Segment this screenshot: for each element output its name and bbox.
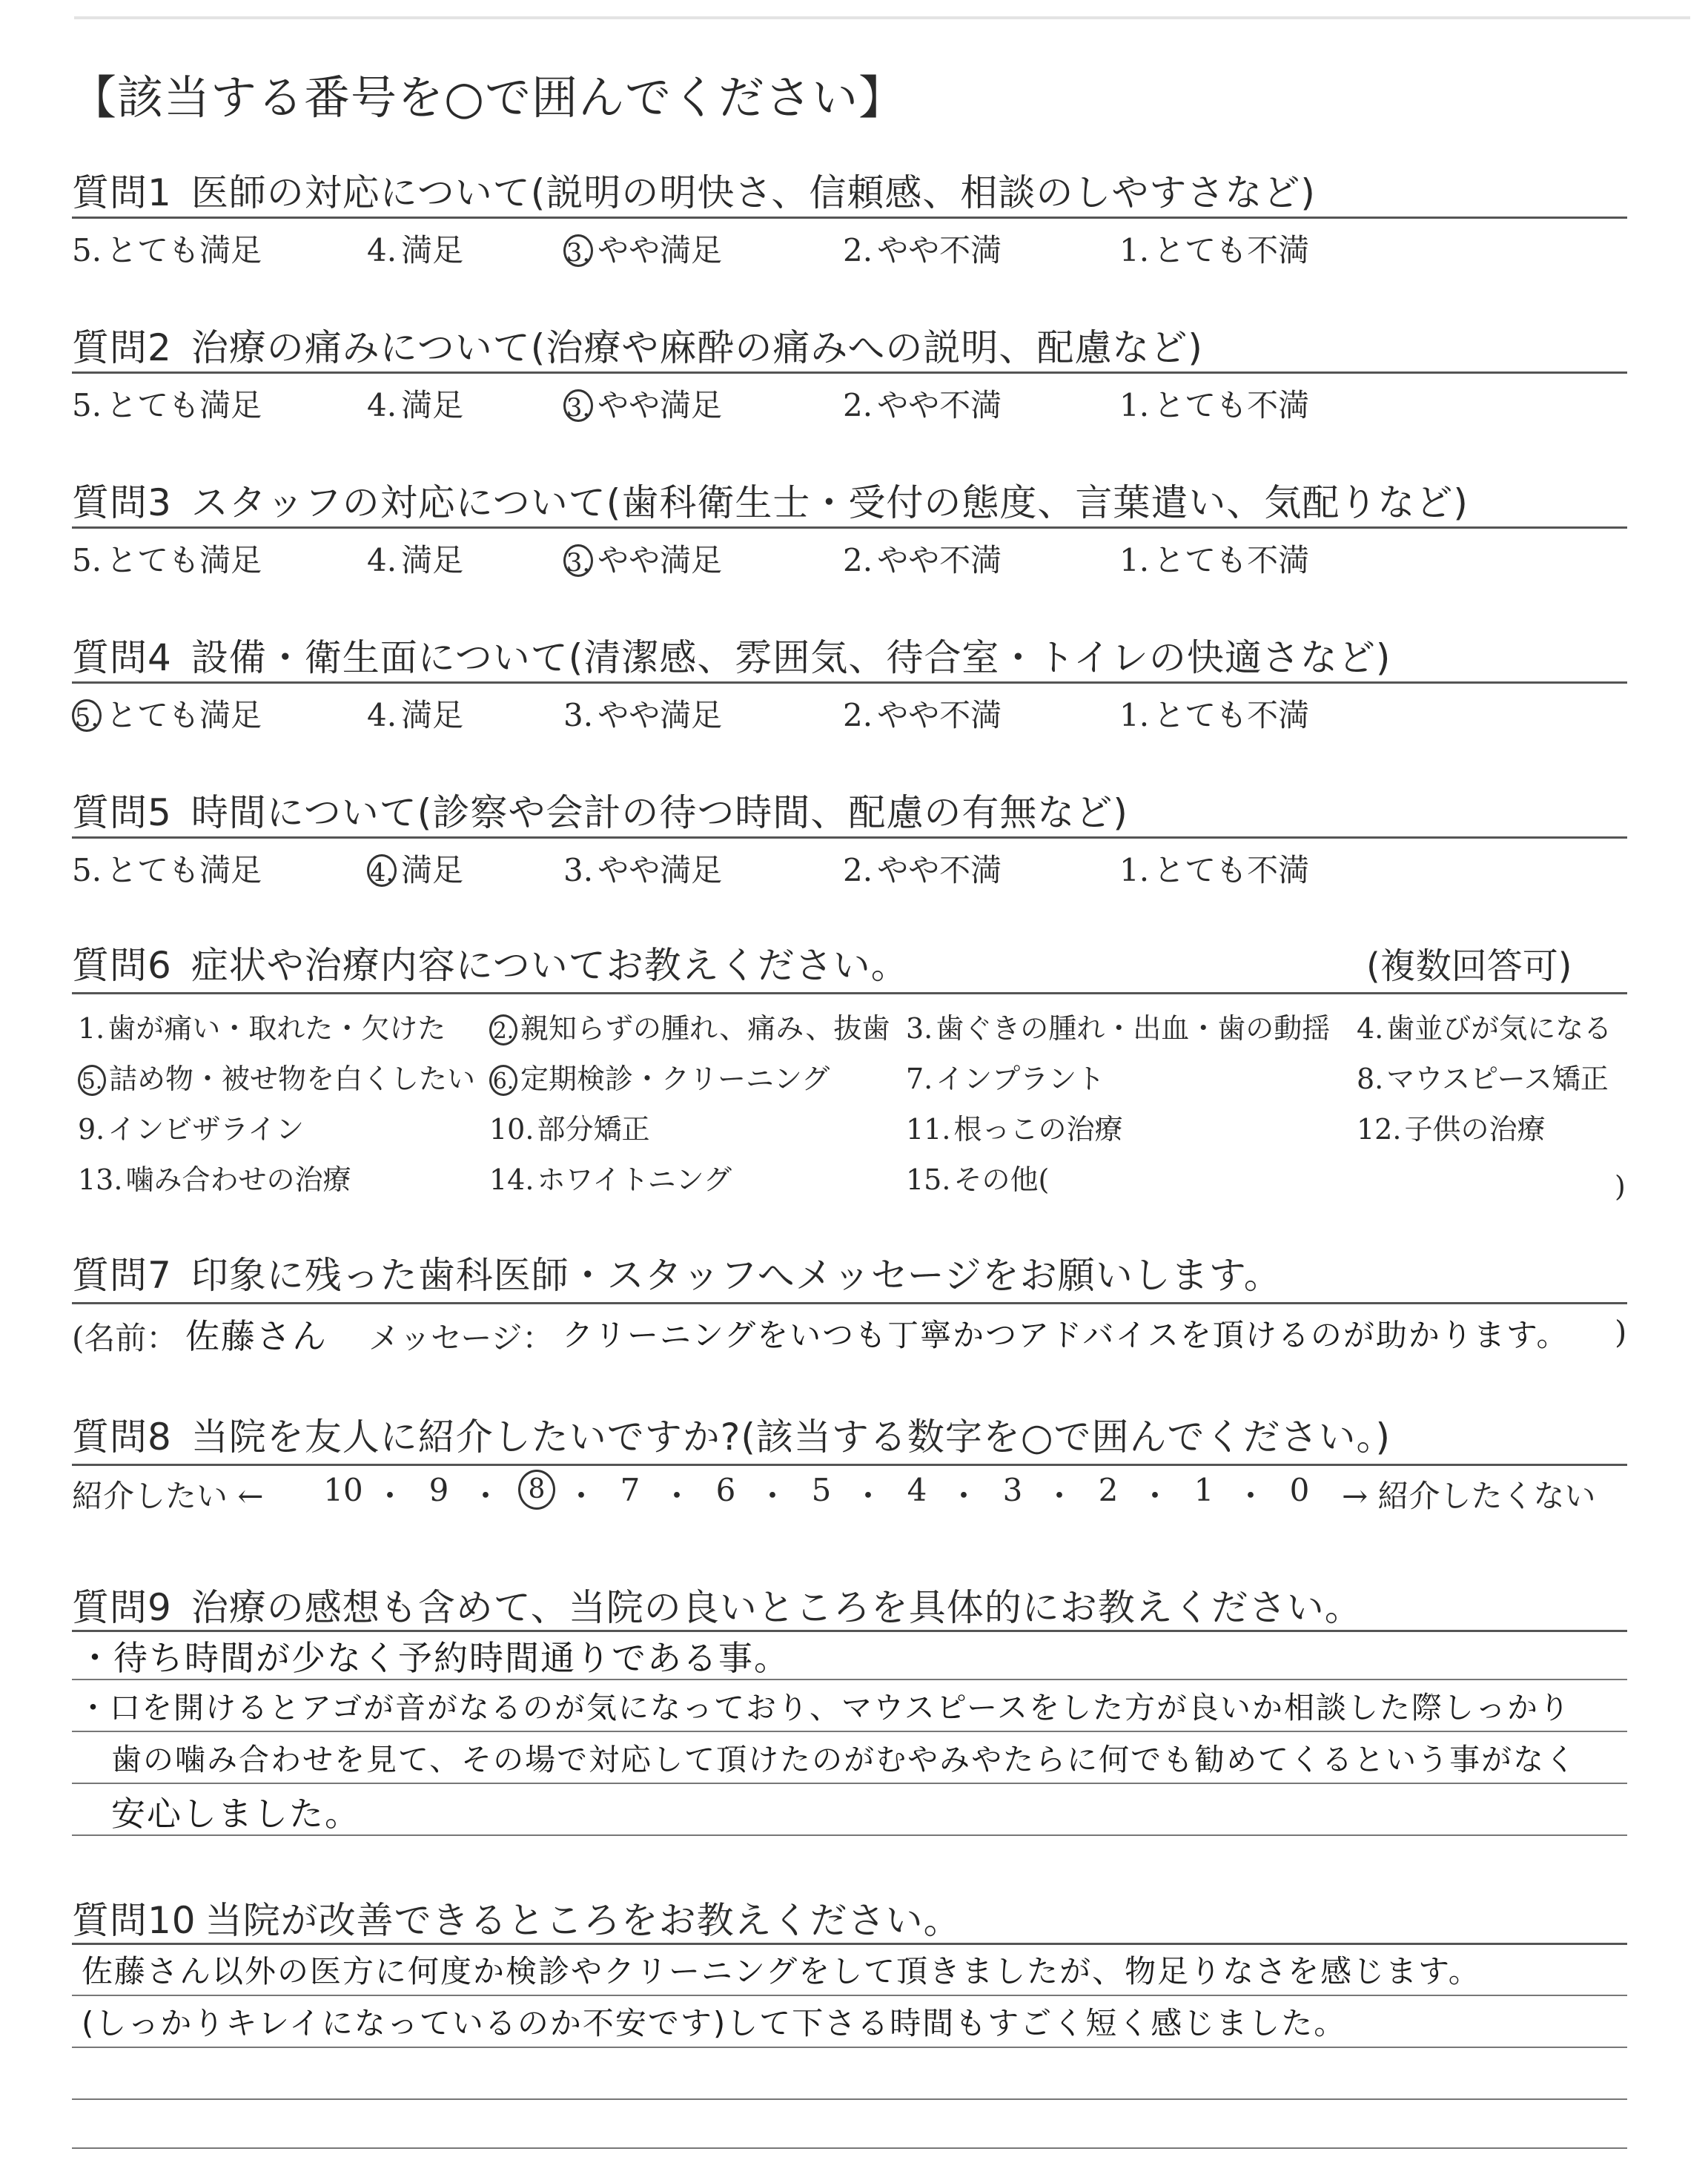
q6-choice[interactable]	[489, 1157, 732, 1198]
q8-separator: ・	[853, 1478, 884, 1514]
option-label: やや満足	[598, 542, 723, 578]
q3-number: 質問3	[72, 481, 172, 524]
q2-option-5[interactable]	[72, 381, 262, 426]
q7-rule	[72, 1302, 1627, 1304]
option-label: 満足	[401, 542, 464, 578]
option-number: 1.	[1119, 542, 1150, 578]
option-number: 3.	[563, 852, 594, 888]
q8-separator: ・	[948, 1478, 980, 1514]
q7-text: 印象に残った歯科医師・スタッフへメッセージをお願いします。	[191, 1254, 1282, 1297]
q6-rule	[72, 992, 1627, 994]
q10-line-2	[72, 2047, 1627, 2048]
q7-message-value[interactable]: クリーニングをいつも丁寧かつアドバイスを頂けるのが助かります。	[562, 1317, 1569, 1353]
q6-number: 質問6	[72, 944, 172, 987]
q2-number: 質問2	[72, 326, 172, 369]
q9-answer-2[interactable]: ・口を開けるとアゴが音がなるのが気になっており、マウスピースをした方が良いか相談した際しっかり	[78, 1690, 1572, 1725]
q2-title	[72, 318, 1203, 371]
q1-option-5[interactable]	[72, 226, 262, 271]
q4-option-3[interactable]	[563, 691, 722, 736]
q1-number: 質問1	[72, 171, 172, 214]
q4-option-5[interactable]	[72, 691, 262, 736]
q9-answer-1[interactable]: ・待ち時間が少なく予約時間通りである事。	[78, 1638, 790, 1678]
option-label: とても不満	[1153, 387, 1310, 423]
q6-choice[interactable]	[78, 1106, 304, 1147]
q9-title	[72, 1578, 1363, 1631]
choice-number: 2.	[489, 1014, 517, 1046]
option-number: 4.	[367, 542, 397, 578]
choice-number: 11.	[906, 1113, 951, 1146]
q6-choice[interactable]	[906, 1005, 1330, 1046]
q3-option-4[interactable]	[367, 536, 463, 581]
option-label: とても満足	[106, 852, 262, 888]
q7-message-label: メッセージ：	[368, 1320, 554, 1356]
q4-title	[72, 628, 1391, 681]
q5-option-5[interactable]	[72, 846, 262, 891]
q8-left-label: 紹介したい ←	[72, 1478, 264, 1514]
option-number: 3.	[563, 389, 593, 422]
option-label: やや不満	[877, 387, 1002, 423]
q6-choice[interactable]	[489, 1106, 649, 1147]
q8-number: 質問8	[72, 1416, 172, 1459]
q6-choice[interactable]	[489, 1005, 890, 1046]
q10-title	[72, 1891, 961, 1944]
choice-number: 13.	[78, 1163, 123, 1196]
q8-separator: ・	[566, 1478, 598, 1514]
option-number: 5.	[72, 387, 102, 423]
option-number: 1.	[1119, 387, 1150, 423]
option-number: 4.	[367, 854, 397, 887]
option-label: やや不満	[877, 697, 1002, 733]
option-label: とても満足	[106, 232, 262, 268]
option-number: 3.	[563, 234, 593, 267]
q9-line-3	[72, 1783, 1627, 1784]
q6-choice[interactable]	[489, 1056, 830, 1097]
option-number: 5.	[72, 542, 102, 578]
q10-line-4	[72, 2147, 1627, 2149]
q8-separator: ・	[470, 1478, 502, 1514]
choice-label: 根っこの治療	[953, 1113, 1123, 1146]
q8-separator: ・	[1044, 1478, 1076, 1514]
q9-number: 質問9	[72, 1586, 172, 1629]
q10-number: 質問10	[72, 1899, 196, 1942]
option-label: やや不満	[877, 542, 1002, 578]
option-number: 2.	[843, 852, 873, 888]
q6-title	[72, 936, 909, 989]
choice-label: マウスピース矯正	[1386, 1063, 1609, 1095]
choice-label: 子供の治療	[1404, 1113, 1546, 1146]
option-number: 4.	[367, 387, 397, 423]
choice-number: 4.	[1357, 1012, 1384, 1045]
q10-line-3	[72, 2098, 1627, 2100]
choice-number: 5.	[78, 1065, 106, 1096]
q3-option-5[interactable]	[72, 536, 262, 581]
q8-scale-1[interactable]: 1	[1194, 1472, 1214, 1508]
q8-scale-6[interactable]: 6	[715, 1472, 736, 1508]
q7-name-value[interactable]: 佐藤さん	[185, 1316, 328, 1356]
q10-line-1	[72, 1995, 1627, 1996]
q6-choice[interactable]	[906, 1056, 1105, 1097]
choice-number: 12.	[1357, 1113, 1402, 1146]
choice-number: 6.	[489, 1065, 517, 1096]
q2-option-3[interactable]	[563, 381, 722, 426]
choice-label: ホワイトニング	[537, 1163, 732, 1196]
option-label: 満足	[401, 387, 464, 423]
option-label: とても不満	[1153, 542, 1310, 578]
q6-multiple-note: (複数回答可)	[1366, 945, 1572, 987]
option-number: 3.	[563, 697, 594, 733]
option-number: 4.	[367, 697, 397, 733]
choice-label: その他(	[953, 1163, 1050, 1196]
q5-title	[72, 783, 1128, 836]
q8-scale-0[interactable]: 0	[1289, 1472, 1310, 1508]
q6-choice[interactable]	[1357, 1056, 1609, 1097]
q3-rule	[72, 526, 1627, 529]
q7-name-label: (名前：	[72, 1320, 178, 1356]
option-label: やや満足	[598, 387, 723, 423]
page-heading: 【該当する番号を○で囲んでください】	[70, 70, 906, 125]
q9-text: 治療の感想も含めて、当院の良いところを具体的にお教えください。	[191, 1586, 1363, 1629]
q10-answer-2[interactable]: (しっかりキレイになっているのか不安です)して下さる時間もすごく短く感じました。	[82, 2005, 1347, 2041]
option-label: やや不満	[877, 852, 1002, 888]
option-label: とても不満	[1153, 697, 1310, 733]
q3-option-2[interactable]	[843, 536, 1002, 581]
q6-choice[interactable]	[78, 1005, 446, 1046]
q3-option-1[interactable]	[1119, 536, 1309, 581]
q7-title	[72, 1246, 1282, 1299]
q8-scale-3[interactable]: 3	[1002, 1472, 1023, 1508]
q7-close: )	[1615, 1314, 1627, 1350]
q9-answer-4[interactable]: 安心しました。	[111, 1794, 360, 1834]
q1-option-1[interactable]	[1119, 226, 1309, 271]
option-number: 5.	[72, 852, 102, 888]
option-label: とても満足	[106, 387, 262, 423]
q8-scale-7[interactable]: 7	[620, 1472, 640, 1508]
option-label: とても不満	[1153, 852, 1310, 888]
q5-rule	[72, 836, 1627, 839]
option-label: やや不満	[877, 232, 1002, 268]
choice-number: 3.	[906, 1012, 933, 1045]
q8-text: 当院を友人に紹介したいですか?(該当する数字を○で囲んでください。)	[191, 1416, 1391, 1459]
q8-rule	[72, 1464, 1627, 1466]
choice-label: インプラント	[936, 1063, 1105, 1095]
q3-text: スタッフの対応について(歯科衛生士・受付の態度、言葉遣い、気配りなど)	[191, 481, 1469, 524]
choice-number: 14.	[489, 1163, 534, 1196]
q4-option-1[interactable]	[1119, 691, 1309, 736]
choice-label: 詰め物・被せ物を白くしたい	[109, 1063, 476, 1095]
q8-scale-9[interactable]: 9	[428, 1472, 449, 1508]
option-label: とても満足	[106, 697, 262, 733]
q2-text: 治療の痛みについて(治療や麻酔の痛みへの説明、配慮など)	[191, 326, 1203, 369]
option-number: 1.	[1119, 232, 1150, 268]
option-number: 2.	[843, 697, 873, 733]
q6-choice[interactable]	[906, 1106, 1122, 1147]
choice-number: 15.	[906, 1163, 951, 1196]
q8-separator: ・	[1235, 1478, 1267, 1514]
q5-option-2[interactable]	[843, 846, 1002, 891]
q8-scale-2[interactable]: 2	[1098, 1472, 1119, 1508]
q8-separator: ・	[1139, 1478, 1171, 1514]
choice-label: 歯が痛い・取れた・欠けた	[107, 1012, 446, 1045]
q8-separator: ・	[661, 1478, 693, 1514]
q5-text: 時間について(診察や会計の待つ時間、配慮の有無など)	[191, 791, 1128, 834]
q2-option-2[interactable]	[843, 381, 1002, 426]
q8-separator: ・	[757, 1478, 789, 1514]
choice-number: 10.	[489, 1113, 534, 1146]
option-number: 1.	[1119, 852, 1150, 888]
option-label: 満足	[401, 852, 464, 888]
q10-text: 当院が改善できるところをお教えください。	[205, 1899, 961, 1942]
option-label: やや満足	[598, 232, 723, 268]
q8-scale-5[interactable]: 5	[811, 1472, 832, 1508]
q5-option-3[interactable]	[563, 846, 722, 891]
q6-choice[interactable]	[78, 1157, 351, 1198]
option-number: 3.	[563, 544, 593, 577]
q7-number: 質問7	[72, 1254, 172, 1297]
option-number: 5.	[72, 232, 102, 268]
choice-number: 8.	[1357, 1063, 1384, 1095]
q2-rule	[72, 371, 1627, 374]
q3-option-3[interactable]	[563, 536, 722, 581]
q6-choice[interactable]	[78, 1056, 475, 1097]
q6-choice[interactable]	[906, 1157, 1049, 1198]
choice-label: 親知らずの腫れ、痛み、抜歯	[520, 1012, 890, 1045]
option-label: やや満足	[598, 697, 723, 733]
q1-option-3[interactable]	[563, 226, 722, 271]
q8-scale-10[interactable]: 10	[323, 1472, 363, 1508]
choice-label: 噛み合わせの治療	[125, 1163, 351, 1196]
q9-line-2	[72, 1731, 1627, 1732]
choice-number: 9.	[78, 1113, 105, 1146]
q8-separator: ・	[374, 1478, 406, 1514]
q10-rule	[72, 1943, 1627, 1945]
option-label: やや満足	[598, 852, 723, 888]
option-number: 1.	[1119, 697, 1150, 733]
q4-option-4[interactable]	[367, 691, 463, 736]
choice-number: 7.	[906, 1063, 933, 1095]
q1-option-4[interactable]	[367, 226, 463, 271]
choice-number: 1.	[78, 1012, 105, 1045]
q2-option-1[interactable]	[1119, 381, 1309, 426]
q6-choice[interactable]	[1357, 1005, 1612, 1046]
choice-label: 部分矯正	[537, 1113, 650, 1146]
q6-other-close: )	[1615, 1170, 1626, 1203]
option-number: 2.	[843, 542, 873, 578]
option-number: 4.	[367, 232, 397, 268]
q1-title	[72, 163, 1316, 217]
q1-text: 医師の対応について(説明の明快さ、信頼感、相談のしやすさなど)	[191, 171, 1316, 214]
q3-title	[72, 473, 1469, 526]
q2-option-4[interactable]	[367, 381, 463, 426]
q10-answer-1[interactable]: 佐藤さん以外の医方に何度か検診やクリーニングをして頂きましたが、物足りなさを感じます。	[82, 1953, 1481, 1989]
q4-option-2[interactable]	[843, 691, 1002, 736]
top-border	[74, 16, 1690, 19]
choice-label: 定期検診・クリーニング	[520, 1063, 830, 1095]
q4-number: 質問4	[72, 636, 172, 679]
q9-answer-3[interactable]: 歯の噛み合わせを見て、その場で対応して頂けたのがむやみやたらに何でも勧めてくるという事がなく	[111, 1742, 1578, 1777]
option-number: 5.	[72, 699, 102, 732]
option-number: 2.	[843, 387, 873, 423]
option-label: 満足	[401, 697, 464, 733]
q8-right-label: → 紹介したくない	[1342, 1478, 1596, 1514]
q6-text: 症状や治療内容についてお教えください。	[191, 944, 909, 987]
q4-text: 設備・衛生面について(清潔感、雰囲気、待合室・トイレの快適さなど)	[191, 636, 1391, 679]
choice-label: インビザライン	[107, 1113, 305, 1146]
q8-scale-4[interactable]: 4	[907, 1472, 927, 1508]
q1-option-2[interactable]	[843, 226, 1002, 271]
option-label: とても不満	[1153, 232, 1310, 268]
q5-number: 質問5	[72, 791, 172, 834]
q1-rule	[72, 217, 1627, 219]
choice-label: 歯並びが気になる	[1386, 1012, 1612, 1045]
q8-scale-8[interactable]: 8	[518, 1470, 555, 1510]
q6-choice[interactable]	[1357, 1106, 1545, 1147]
q4-rule	[72, 681, 1627, 684]
q5-option-4[interactable]	[367, 846, 463, 891]
q8-title	[72, 1407, 1391, 1461]
option-label: 満足	[401, 232, 464, 268]
option-number: 2.	[843, 232, 873, 268]
q5-option-1[interactable]	[1119, 846, 1309, 891]
choice-label: 歯ぐきの腫れ・出血・歯の動揺	[936, 1012, 1331, 1045]
option-label: とても満足	[106, 542, 262, 578]
